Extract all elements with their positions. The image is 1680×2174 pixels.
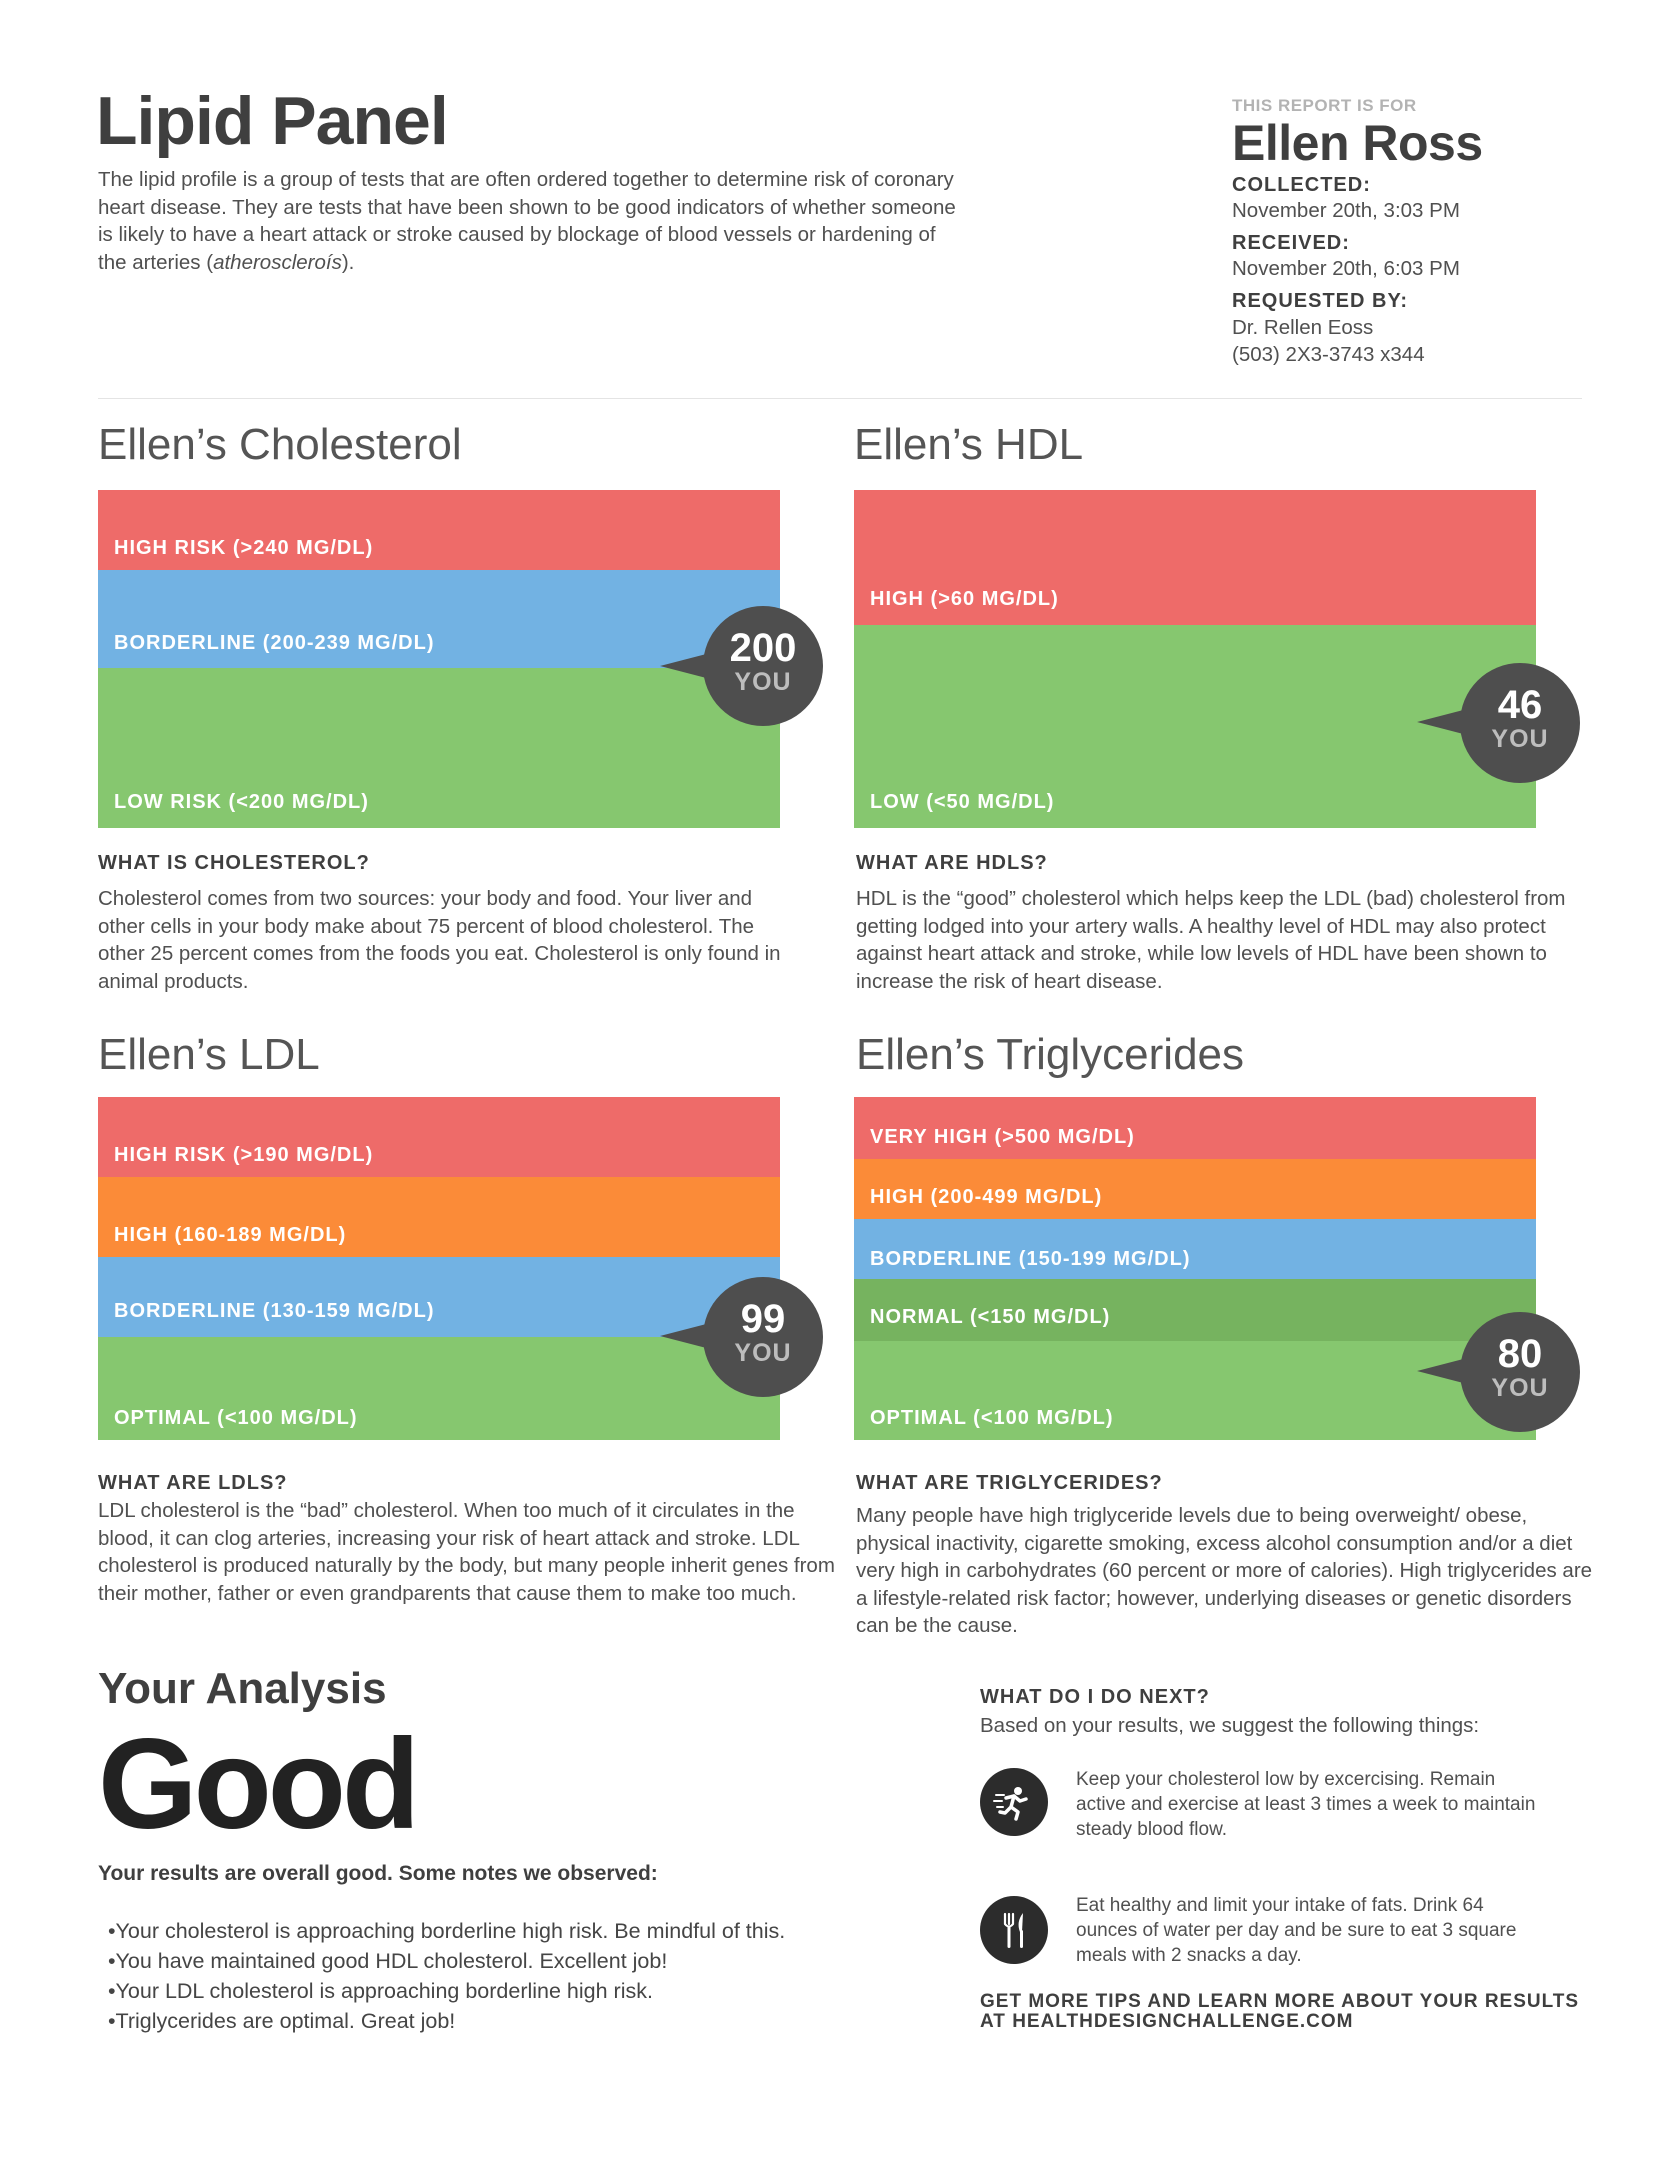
ldl-question: WHAT ARE LDLS? xyxy=(98,1472,288,1494)
results-notes xyxy=(108,1916,785,2036)
cholesterol-text: Cholesterol comes from two sources: your body and food. Your liver and other cells in your body make about 75 percent of blood cholesterol. The other 25 percent comes from the foods you eat. Cholesterol is only found in animal products. xyxy=(98,887,781,993)
patient-name: Ellen Ross xyxy=(1232,115,1483,171)
band-optimal: OPTIMAL (<100 MG/DL) xyxy=(854,1341,1536,1440)
hdl-question: WHAT ARE HDLS? xyxy=(856,852,1048,874)
band-high-risk: HIGH RISK (>190 MG/DL) xyxy=(98,1097,780,1177)
ldl-heading: Ellen’s LDL xyxy=(98,1030,320,1079)
triglycerides-text: Many people have high triglyceride levels due to being overweight/ obese, physical inactivity, cigarette smoking, excess alcohol consumption and/or a diet very high in carbohydrates (60 percent or more of calories). High triglycerides are a lifestyle-related risk factor; however, underlying diseases or genetic disorders can be the cause. xyxy=(856,1504,1593,1637)
hdl-result-marker: 46 YOU xyxy=(1460,663,1580,783)
tip-exercise-text: Keep your cholesterol low by excercising. Remain active and exercise at least 3 times a week to maintain steady blood flow. xyxy=(1076,1769,1536,1840)
cholesterol-chart xyxy=(98,490,797,828)
band-borderline: BORDERLINE (150-199 MG/DL) xyxy=(854,1219,1536,1279)
list-item: • You have maintained good HDL cholesterol. Excellent job! xyxy=(108,1946,785,1976)
ldl-result-marker: 99 YOU xyxy=(703,1277,823,1397)
received-value: November 20th, 6:03 PM xyxy=(1232,257,1460,280)
collected-label: COLLECTED: xyxy=(1232,174,1371,196)
cholesterol-result-marker: 200 YOU xyxy=(703,606,823,726)
ldl-chart xyxy=(98,1097,792,1440)
band-high: HIGH (160-189 MG/DL) xyxy=(98,1177,780,1257)
cholesterol-question: WHAT IS CHOLESTEROL? xyxy=(98,852,370,874)
band-low-risk: LOW RISK (<200 MG/DL) xyxy=(98,668,780,828)
list-item: • Your cholesterol is approaching borderline high risk. Be mindful of this. xyxy=(108,1916,785,1946)
results-summary: Your results are overall good. Some notes we observed: xyxy=(98,1862,658,1885)
header-divider xyxy=(98,398,1582,399)
band-high: HIGH (200-499 MG/DL) xyxy=(854,1159,1536,1219)
intro-paragraph: The lipid profile is a group of tests that are often ordered together to determine risk of coronary heart disease. They are tests that have been shown to be good indicators of whether someone is likely to have a heart attack or stroke caused by blockage of blood vessels or hardening of the arteries (atheroscleroís). xyxy=(98,168,956,274)
triglycerides-heading: Ellen’s Triglycerides xyxy=(856,1030,1245,1079)
hdl-text: HDL is the “good” cholesterol which helps keep the LDL (bad) cholesterol from getting lodged into your artery walls. A healthy level of HDL may also protect against heart attack and stroke, while low levels of HDL have been shown to increase the risk of heart disease. xyxy=(856,887,1566,993)
next-steps-subheading: Based on your results, we suggest the following things: xyxy=(980,1714,1480,1737)
analysis-grade: Good xyxy=(98,1713,417,1856)
triglycerides-question: WHAT ARE TRIGLYCERIDES? xyxy=(856,1472,1163,1494)
hdl-chart xyxy=(854,490,1549,828)
band-optimal: OPTIMAL (<100 MG/DL) xyxy=(98,1337,780,1440)
band-very-high: VERY HIGH (>500 MG/DL) xyxy=(854,1097,1536,1159)
report-for-label: THIS REPORT IS FOR xyxy=(1232,96,1417,115)
ldl-text: LDL cholesterol is the “bad” cholesterol. When too much of it circulates in the blood, it can clog arteries, increasing your risk of heart attack and stroke. LDL cholesterol is produced naturally by the body, but many people inherit genes from their mother, father or even grandparents that cause them to make too much. xyxy=(98,1499,835,1605)
collected-value: November 20th, 3:03 PM xyxy=(1232,199,1460,222)
requested-label: REQUESTED BY: xyxy=(1232,290,1408,312)
next-steps-heading: WHAT DO I DO NEXT? xyxy=(980,1686,1210,1708)
band-low: LOW (<50 MG/DL) xyxy=(854,625,1536,828)
band-normal: NORMAL (<150 MG/DL) xyxy=(854,1279,1536,1341)
band-high-risk: HIGH RISK (>240 MG/DL) xyxy=(98,490,780,570)
page-title: Lipid Panel xyxy=(96,83,448,159)
hdl-heading: Ellen’s HDL xyxy=(854,420,1084,469)
triglycerides-chart xyxy=(854,1097,1549,1440)
running-person-icon xyxy=(980,1768,1048,1836)
tip-diet-text: Eat healthy and limit your intake of fats. Drink 64 ounces of water per day and be sure to eat 3 square meals with 2 snacks a day. xyxy=(1076,1895,1517,1966)
received-label: RECEIVED: xyxy=(1232,232,1350,254)
fork-knife-icon xyxy=(980,1896,1048,1964)
analysis-heading: Your Analysis xyxy=(98,1664,387,1713)
doctor-name: Dr. Rellen Eoss xyxy=(1232,316,1374,339)
band-high: HIGH (>60 MG/DL) xyxy=(854,490,1536,625)
band-borderline: BORDERLINE (130-159 MG/DL) xyxy=(98,1257,780,1337)
list-item: • Triglycerides are optimal. Great job! xyxy=(108,2006,785,2036)
band-borderline: BORDERLINE (200-239 MG/DL) xyxy=(98,570,780,668)
intro-term: atheroscleroís xyxy=(213,250,342,274)
list-item: • Your LDL cholesterol is approaching borderline high risk. xyxy=(108,1976,785,2006)
doctor-phone: (503) 2X3-3743 x344 xyxy=(1232,343,1425,366)
triglycerides-result-marker: 80 YOU xyxy=(1460,1312,1580,1432)
cholesterol-heading: Ellen’s Cholesterol xyxy=(98,420,462,469)
footer-link[interactable]: GET MORE TIPS AND LEARN MORE ABOUT YOUR RESULTS AT HEALTHDESIGNCHALLENGE.COM xyxy=(980,1991,1580,2032)
